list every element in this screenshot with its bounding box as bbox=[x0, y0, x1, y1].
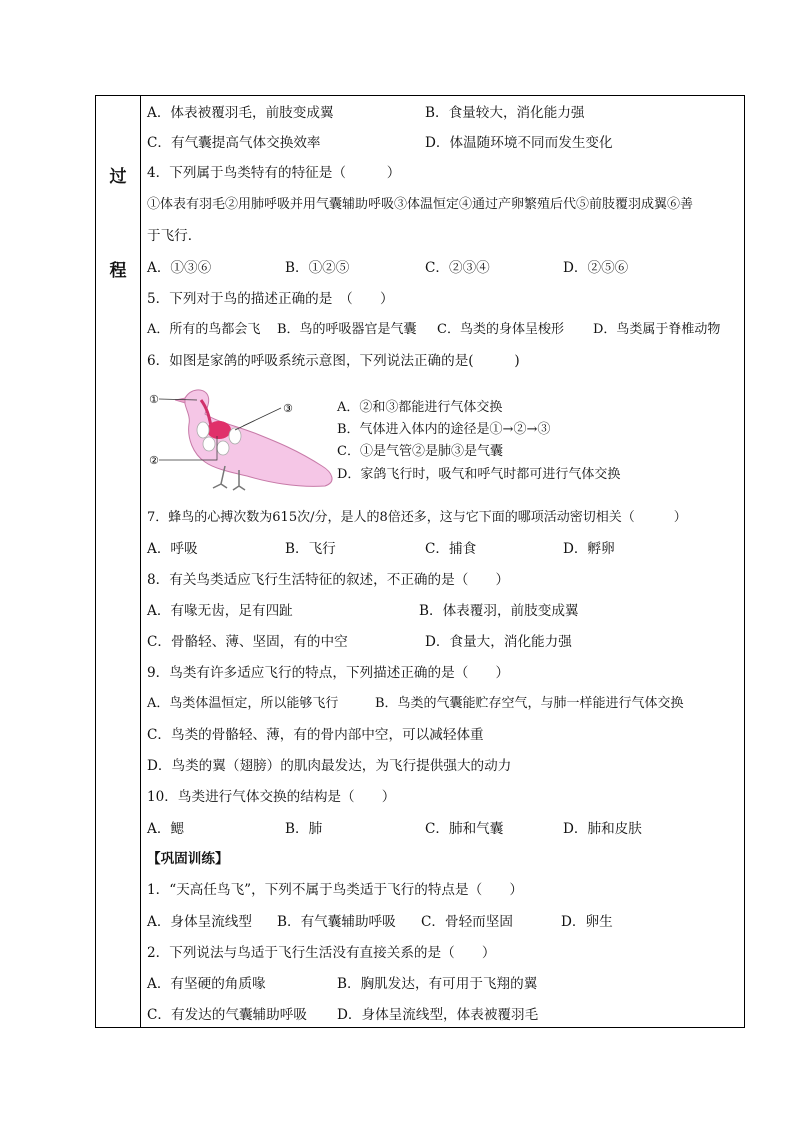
training-q2-option-a[interactable]: A．有坚硬的角质喙 bbox=[147, 976, 266, 992]
training-q1-option-b[interactable]: B．有气囊辅助呼吸 bbox=[277, 914, 396, 930]
q9-stem: 9．鸟类有许多适应飞行的特点，下列描述正确的是（ ） bbox=[147, 665, 510, 681]
training-q1-option-a[interactable]: A．身体呈流线型 bbox=[147, 914, 252, 930]
q9-option-d[interactable]: D．鸟类的翼（翅膀）的肌肉最发达，为飞行提供强大的动力 bbox=[147, 758, 512, 774]
q3-option-a[interactable]: A．体表被覆羽毛，前肢变成翼 bbox=[147, 105, 334, 121]
training-q1-stem: 1．“天高任鸟飞”，下列不属于鸟类适于飞行的特点是（ ） bbox=[147, 882, 523, 898]
q9-option-a[interactable]: A．鸟类体温恒定，所以能够飞行 bbox=[147, 696, 339, 711]
q5-option-c[interactable]: C．鸟类的身体呈梭形 bbox=[437, 322, 564, 337]
training-q1-option-d[interactable]: D．卵生 bbox=[561, 914, 613, 930]
q5-option-b[interactable]: B．鸟的呼吸器官是气囊 bbox=[277, 322, 417, 337]
label-1: ① bbox=[149, 393, 159, 406]
q4-description-line2: 于飞行． bbox=[147, 228, 202, 244]
q5-option-d[interactable]: D．鸟类属于脊椎动物 bbox=[593, 322, 721, 337]
q4-option-b[interactable]: B．①②⑤ bbox=[285, 260, 350, 276]
q10-stem: 10．鸟类进行气体交换的结构是（ ） bbox=[147, 789, 396, 805]
q5-option-a[interactable]: A．所有的鸟都会飞 bbox=[147, 322, 261, 337]
q5-stem: 5．下列对于鸟的描述正确的是 （ ） bbox=[147, 291, 394, 307]
q10-option-c[interactable]: C．肺和气囊 bbox=[425, 821, 504, 837]
q10-option-b[interactable]: B．肺 bbox=[285, 821, 323, 837]
q6-stem: 6．如图是家鸽的呼吸系统示意图，下列说法正确的是( ) bbox=[147, 353, 520, 369]
q8-option-d[interactable]: D．食量大，消化能力强 bbox=[425, 634, 572, 650]
q6-option-b[interactable]: B．气体进入体内的途径是①→②→③ bbox=[337, 422, 551, 437]
q4-option-a[interactable]: A．①③⑥ bbox=[147, 260, 212, 276]
training-q1-option-c[interactable]: C．骨轻而坚固 bbox=[421, 914, 513, 930]
q6-option-a[interactable]: A．②和③都能进行气体交换 bbox=[337, 400, 503, 415]
q8-option-c[interactable]: C．骨骼轻、薄、坚固，有的中空 bbox=[147, 634, 348, 650]
training-q2-option-c[interactable]: C．有发达的气囊辅助呼吸 bbox=[147, 1007, 307, 1023]
label-2: ② bbox=[149, 454, 159, 467]
air-sac-3 bbox=[217, 441, 229, 455]
section-title: 【巩固训练】 bbox=[147, 851, 229, 867]
q8-option-b[interactable]: B．体表覆羽，前肢变成翼 bbox=[419, 603, 579, 619]
q7-option-a[interactable]: A．呼吸 bbox=[147, 541, 198, 557]
q3-option-b[interactable]: B．食量较大，消化能力强 bbox=[425, 105, 585, 121]
q7-stem: 7．蜂鸟的心搏次数为615次/分，是人的8倍还多，这与它下面的哪项活动密切相关（ ） bbox=[147, 510, 687, 525]
q4-option-c[interactable]: C．②③④ bbox=[425, 260, 490, 276]
q10-option-d[interactable]: D．肺和皮肤 bbox=[563, 821, 642, 837]
q7-option-c[interactable]: C．捕食 bbox=[425, 541, 477, 557]
q4-description-line1: ①体表有羽毛②用肺呼吸并用气囊辅助呼吸③体温恒定④通过产卵繁殖后代⑤前肢覆羽成翼⑥善 bbox=[147, 197, 694, 212]
pigeon-respiratory-diagram bbox=[147, 386, 347, 498]
q9-option-b[interactable]: B．鸟类的气囊能贮存空气，与肺一样能进行气体交换 bbox=[375, 696, 684, 711]
stage-char-cheng: 程 bbox=[109, 261, 127, 281]
q4-stem: 4．下列属于鸟类特有的特征是（ ） bbox=[147, 165, 401, 181]
q8-stem: 8．有关鸟类适应飞行生活特征的叙述，不正确的是（ ） bbox=[147, 572, 510, 588]
q9-option-c[interactable]: C．鸟类的骨骼轻、薄，有的骨内部中空，可以减轻体重 bbox=[147, 727, 484, 743]
q3-option-d[interactable]: D．体温随环境不同而发生变化 bbox=[425, 135, 613, 151]
lung-shape bbox=[207, 421, 231, 439]
q6-option-d[interactable]: D．家鸽飞行时，吸气和呼气时都可进行气体交换 bbox=[337, 467, 621, 482]
label-3: ③ bbox=[283, 402, 293, 415]
stage-char-guo: 过 bbox=[109, 167, 127, 187]
q10-option-a[interactable]: A．鳃 bbox=[147, 821, 185, 837]
pigeon-beak bbox=[175, 398, 185, 403]
air-sac-2 bbox=[203, 437, 215, 451]
q6-option-c[interactable]: C．①是气管②是肺③是气囊 bbox=[337, 444, 503, 459]
worksheet-table bbox=[95, 95, 745, 1028]
training-q2-option-b[interactable]: B．胸肌发达，有可用于飞翔的翼 bbox=[337, 976, 538, 992]
q3-option-c[interactable]: C．有气囊提高气体交换效率 bbox=[147, 135, 321, 151]
training-q2-stem: 2．下列说法与鸟适于飞行生活没有直接关系的是（ ） bbox=[147, 945, 496, 961]
q4-option-d[interactable]: D．②⑤⑥ bbox=[563, 260, 629, 276]
q7-option-d[interactable]: D．孵卵 bbox=[563, 541, 615, 557]
q7-option-b[interactable]: B．飞行 bbox=[285, 541, 336, 557]
air-sac-1 bbox=[197, 422, 209, 438]
air-sac-4 bbox=[229, 428, 241, 444]
stage-column bbox=[96, 96, 141, 1027]
training-q2-option-d[interactable]: D．身体呈流线型，体表被覆羽毛 bbox=[337, 1007, 539, 1023]
q8-option-a[interactable]: A．有喙无齿，足有四趾 bbox=[147, 603, 293, 619]
